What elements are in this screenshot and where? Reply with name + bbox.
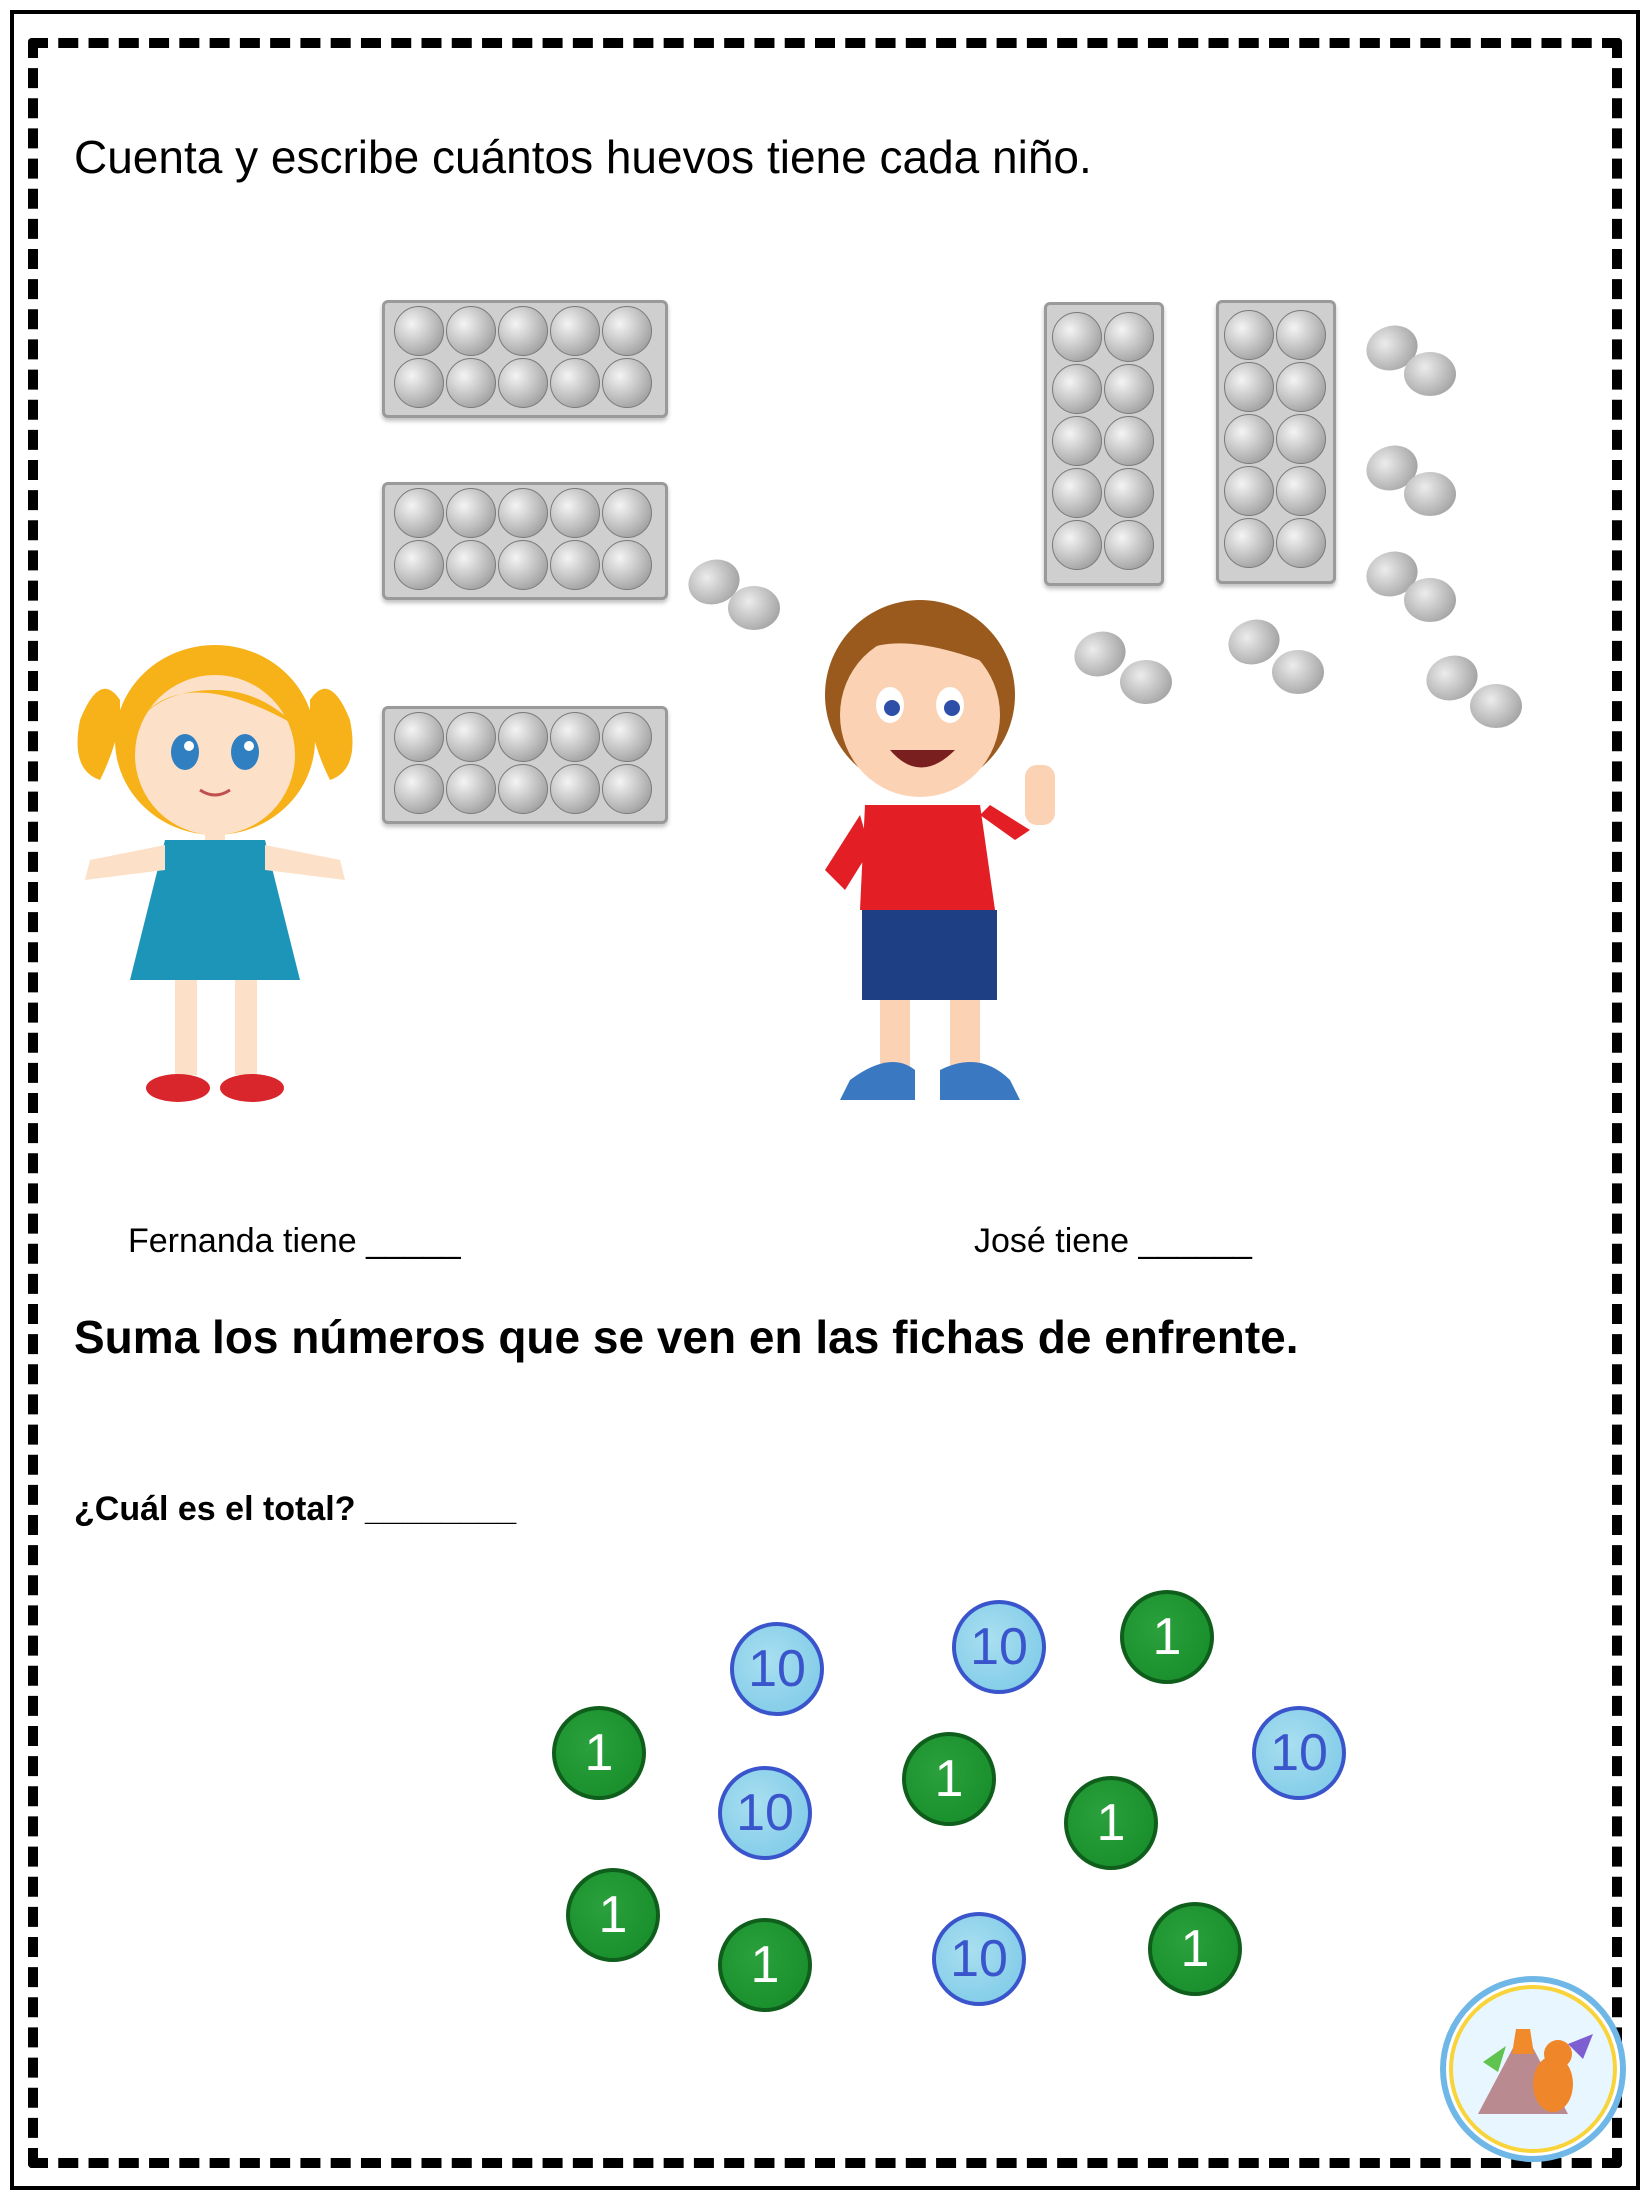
tray-egg bbox=[394, 540, 444, 590]
tray-egg bbox=[498, 358, 548, 408]
tray-egg bbox=[1052, 364, 1102, 414]
tray-egg bbox=[602, 306, 652, 356]
tray-egg bbox=[446, 358, 496, 408]
tray-egg bbox=[550, 488, 600, 538]
chip-label: 1 bbox=[584, 1724, 614, 1782]
chip-ten bbox=[932, 1912, 1026, 2006]
chip-label: 1 bbox=[1180, 1920, 1210, 1978]
chip-one bbox=[552, 1706, 646, 1800]
tray-egg bbox=[550, 540, 600, 590]
tray-egg bbox=[602, 540, 652, 590]
tray-egg bbox=[1276, 466, 1326, 516]
chip-label: 10 bbox=[748, 1640, 806, 1698]
tray-egg bbox=[1052, 416, 1102, 466]
chip-ten bbox=[730, 1622, 824, 1716]
tray-egg bbox=[1224, 310, 1274, 360]
tray-egg bbox=[550, 358, 600, 408]
tray-egg bbox=[1276, 518, 1326, 568]
chip-label: 1 bbox=[1152, 1608, 1182, 1666]
tray-egg bbox=[394, 306, 444, 356]
chip-one bbox=[566, 1868, 660, 1962]
tray-egg bbox=[1224, 414, 1274, 464]
tray-egg bbox=[1104, 520, 1154, 570]
chip-label: 1 bbox=[750, 1936, 780, 1994]
tray-egg bbox=[550, 712, 600, 762]
tray-egg bbox=[1224, 466, 1274, 516]
tray-egg bbox=[446, 306, 496, 356]
instruction-count-eggs: Cuenta y escribe cuántos huevos tiene cada niño. bbox=[74, 131, 1092, 183]
dinomateriales-logo bbox=[1438, 1974, 1628, 2164]
answer-jose: José tiene ______ bbox=[974, 1222, 1252, 1260]
tray-egg bbox=[1104, 468, 1154, 518]
tray-egg bbox=[1052, 312, 1102, 362]
tray-egg bbox=[446, 488, 496, 538]
loose-egg bbox=[1272, 650, 1324, 694]
tray-egg bbox=[394, 764, 444, 814]
tray-egg bbox=[394, 358, 444, 408]
tray-egg bbox=[602, 712, 652, 762]
chip-one bbox=[1148, 1902, 1242, 1996]
chip-label: 1 bbox=[598, 1886, 628, 1944]
tray-egg bbox=[498, 712, 548, 762]
chip-label: 1 bbox=[1096, 1794, 1126, 1852]
loose-egg bbox=[1120, 660, 1172, 704]
tray-egg bbox=[1276, 414, 1326, 464]
chip-label: 1 bbox=[934, 1750, 964, 1808]
loose-egg bbox=[1404, 352, 1456, 396]
tray-egg bbox=[498, 764, 548, 814]
tray-egg bbox=[1052, 468, 1102, 518]
tray-egg bbox=[1224, 518, 1274, 568]
chip-label: 10 bbox=[1270, 1724, 1328, 1782]
chip-label: 10 bbox=[950, 1930, 1008, 1988]
tray-egg bbox=[550, 306, 600, 356]
tray-egg bbox=[1276, 362, 1326, 412]
chip-one bbox=[1120, 1590, 1214, 1684]
loose-egg bbox=[1404, 472, 1456, 516]
tray-egg bbox=[1104, 416, 1154, 466]
tray-egg bbox=[446, 764, 496, 814]
tray-egg bbox=[498, 540, 548, 590]
chip-one bbox=[718, 1918, 812, 2012]
boy-illustration bbox=[780, 590, 1080, 1120]
chip-ten bbox=[952, 1600, 1046, 1694]
tray-egg bbox=[394, 488, 444, 538]
tray-egg bbox=[394, 712, 444, 762]
tray-egg bbox=[602, 764, 652, 814]
tray-egg bbox=[1104, 364, 1154, 414]
chip-label: 10 bbox=[970, 1618, 1028, 1676]
tray-egg bbox=[446, 712, 496, 762]
instruction-sum-chips: Suma los números que se ven en las fichas de enfrente. bbox=[74, 1311, 1299, 1363]
tray-egg bbox=[550, 764, 600, 814]
girl-illustration bbox=[60, 630, 370, 1110]
tray-egg bbox=[602, 488, 652, 538]
tray-egg bbox=[446, 540, 496, 590]
chip-ten bbox=[718, 1766, 812, 1860]
chip-one bbox=[902, 1732, 996, 1826]
chip-one bbox=[1064, 1776, 1158, 1870]
chip-label: 10 bbox=[736, 1784, 794, 1842]
tray-egg bbox=[1104, 312, 1154, 362]
answer-fernanda: Fernanda tiene _____ bbox=[128, 1222, 461, 1260]
tray-egg bbox=[602, 358, 652, 408]
chip-ten bbox=[1252, 1706, 1346, 1800]
tray-egg bbox=[1052, 520, 1102, 570]
loose-egg bbox=[1404, 578, 1456, 622]
tray-egg bbox=[1224, 362, 1274, 412]
loose-egg bbox=[728, 586, 780, 630]
total-question: ¿Cuál es el total? ________ bbox=[74, 1490, 517, 1528]
loose-egg bbox=[1470, 684, 1522, 728]
tray-egg bbox=[498, 306, 548, 356]
tray-egg bbox=[1276, 310, 1326, 360]
tray-egg bbox=[498, 488, 548, 538]
